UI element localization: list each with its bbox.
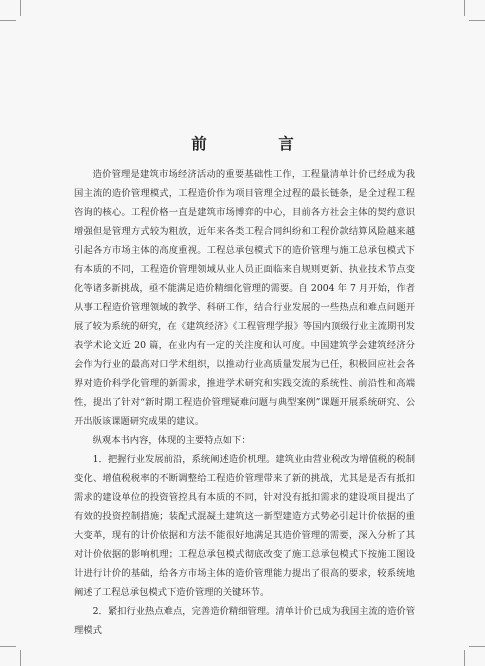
body-text <box>74 165 415 636</box>
paragraph: 纵观本书内容，体现的主要特点如下： <box>92 435 251 446</box>
page-title: 前 言 <box>191 134 322 153</box>
paragraph: 造价管理是建筑市场经济活动的重要基础性工作，工程量清单计价已经成为我国主流的造价管理模式，工程造价作为项目管理全过程的最长链条，是全过程工程咨询的核心。工程价格一直是建筑市场博弈的中心，目前各方社会主体的契约意识增强但是管理方式较为粗放，近年来各类工程合同纠纷和工程价款结算风险越来越引起各方市场主体的高度重视。工程总承包模式下的造价管理与施工总承包模式下有本质的不同，工程造价管理领域从业人员正面临来自规则更新、执业技术节点变化等诸多新挑战，亟不能满足造价精细化管理的需要。自 2004 年 7 月开始，作者从事工程造价管理领域的教学、科研工作，结合行业发展的一些热点和难点问题开展了较为系统的研究，在《建筑经济》《工程管理学报》等国内顶级行业主流期刊发表学术论文近 20 篇，在业内有一定的关注度和认可度。中国建筑学会建筑经济分会作为行业的最高对口学术组织，以推动行业高质量发展为已任，积极回应社会各界对造价科学化管理的新需求，推进学术研究和实践交流的系统性、前沿性和高端性，提出了针对“新时期工程造价管理疑难问题与典型案例”课题开展系统研究、公开出版该课题研究成果的建议。 <box>74 169 415 427</box>
paragraph: 2．紧扣行业热点难点，完善造价精细管理。清单计价已成为我国主流的造价管理模式 <box>74 606 415 636</box>
crop-mark <box>20 650 21 666</box>
crop-mark <box>469 646 485 647</box>
crop-mark <box>20 0 21 16</box>
crop-mark <box>469 20 485 21</box>
crop-mark <box>0 20 16 21</box>
crop-mark <box>464 0 465 16</box>
crop-mark <box>0 646 16 647</box>
crop-mark <box>464 650 465 666</box>
paragraph: 1．把握行业发展前沿，系统阐述造价机理。建筑业由营业税改为增值税的税制变化、增值税税率的不断调整给工程造价管理带来了新的挑战，尤其是是否有抵扣需求的建设单位的投资管控具有本质的不同，针对没有抵扣需求的建设项目提出了有效的投资控制措施；装配式混凝土建筑这一新型建造方式势必引起计价依据的重大变革，现有的计价依据和方法不能很好地满足其造价管理的需要，深入分析了其对计价依据的影响机理；工程总承包模式彻底改变了施工总承包模式下按施工图设计进行计价的基础，给各方市场主体的造价管理能力提出了很高的要求，较系统地阐述了工程总承包模式下造价管理的关键环节。 <box>74 454 415 598</box>
